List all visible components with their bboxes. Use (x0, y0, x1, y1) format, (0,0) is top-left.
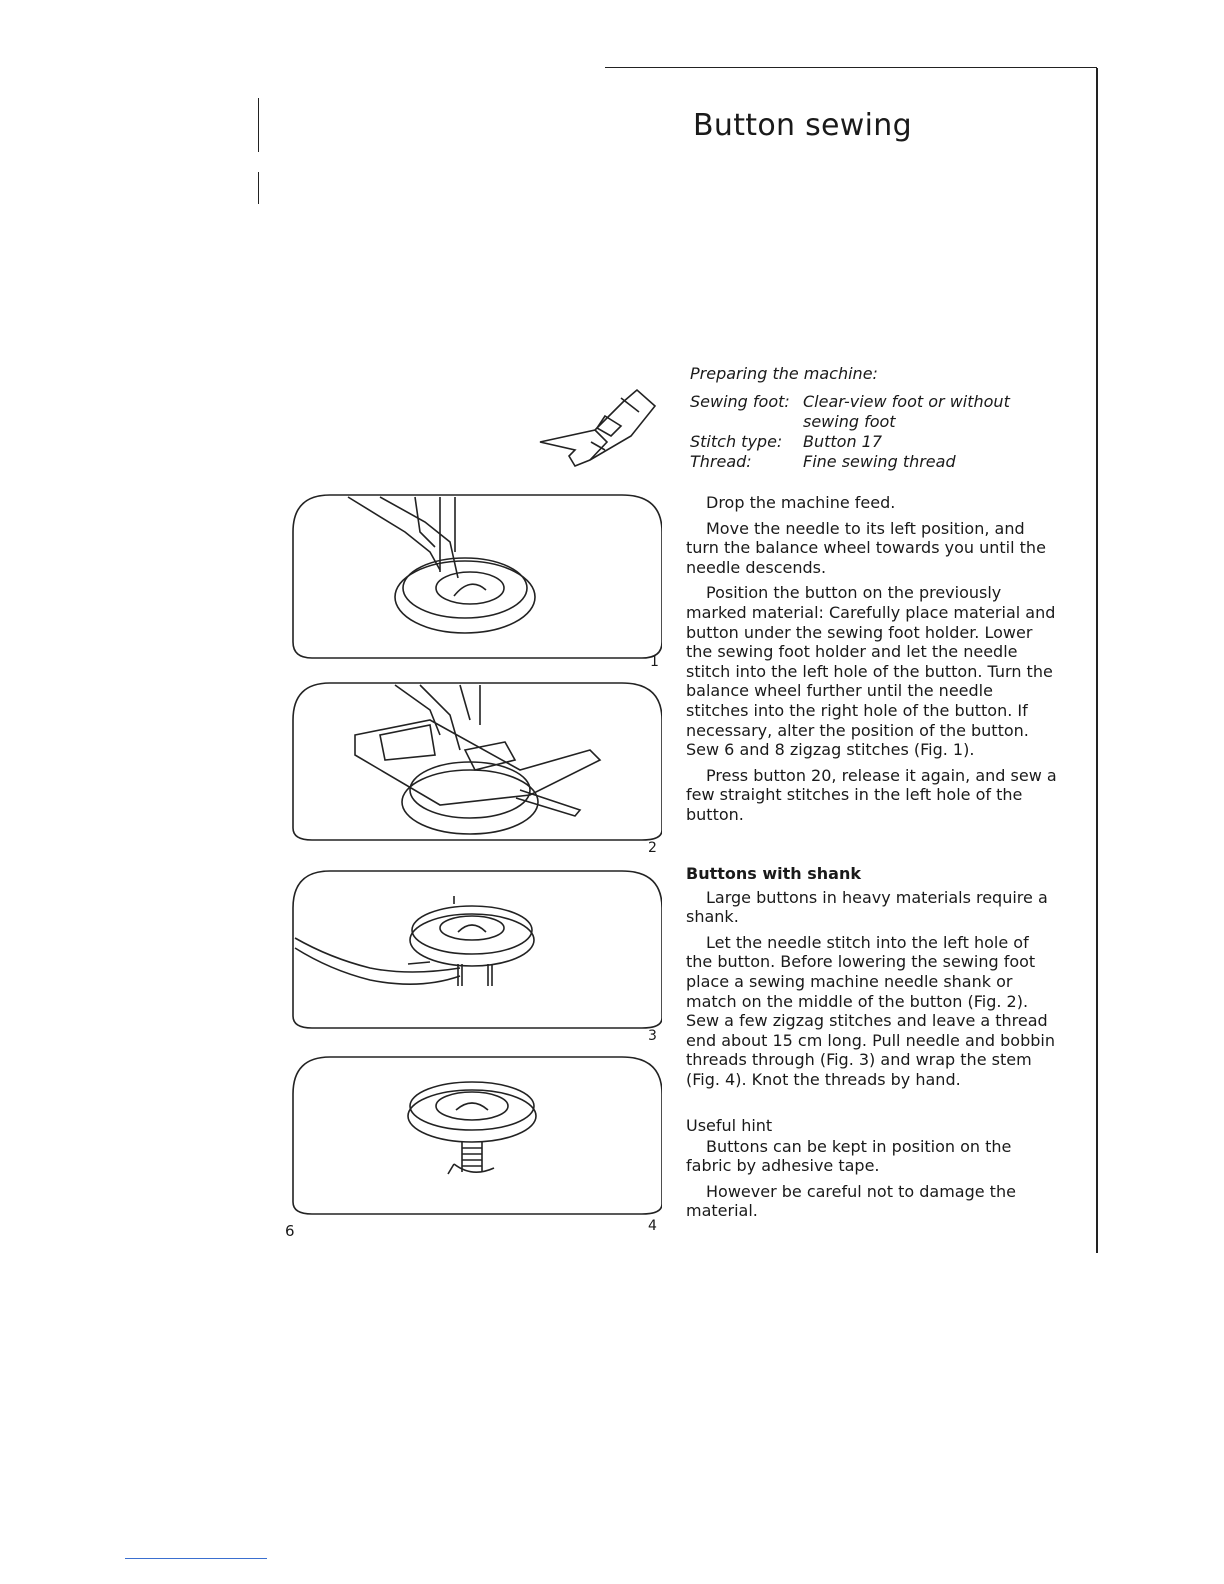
paragraph: Large buttons in heavy materials require a shank. (686, 887, 1048, 927)
prep-row-thread (690, 452, 1070, 472)
paragraph: Let the needle stitch into the left hole of the button. Before lowering the sewing foot place a sewing machine needle shank or match on the middle of the button (Fig. 2). Sew a few zigzag stitches and leave a thread end about 15 cm long. Pull needle and bobbin threads through (Fig. 3) and wrap the stem (Fig. 4). Knot the threads by hand. (686, 932, 1055, 1089)
frame-right-line (1096, 68, 1098, 1253)
prep-value: Button 17 (803, 432, 883, 451)
section-heading: Buttons with shank (686, 864, 861, 883)
bottom-rule (125, 1558, 267, 1559)
prep-label: Thread: (690, 452, 752, 471)
paragraph: Move the needle to its left position, and turn the balance wheel towards you until the needle descends. (686, 518, 1046, 577)
prep-label: Sewing foot: (690, 392, 790, 411)
shank-section (686, 864, 1058, 1096)
paragraph: However be careful not to damage the material. (686, 1181, 1016, 1221)
preparing-heading: Preparing the machine: (690, 364, 878, 383)
instructions-text (686, 493, 1058, 831)
frame-top-line (605, 67, 1097, 68)
figure-4 (290, 1054, 662, 1234)
figure-number: 4 (648, 1218, 657, 1234)
prep-value: Clear-view foot or without sewing foot (803, 392, 1010, 431)
prep-row-sewing-foot (690, 392, 1070, 432)
page-number: 6 (285, 1222, 295, 1240)
prep-label: Stitch type: (690, 432, 783, 451)
figure-3 (290, 868, 662, 1044)
frame-left-mark (258, 98, 259, 152)
figure-number: 1 (650, 654, 659, 670)
sewing-foot-illustration (535, 380, 665, 470)
prep-value: Fine sewing thread (803, 452, 956, 471)
paragraph: Buttons can be kept in position on the fabric by adhesive tape. (686, 1136, 1012, 1176)
section-heading: Useful hint (686, 1116, 773, 1135)
figure-number: 3 (648, 1028, 657, 1044)
figure-1 (290, 492, 662, 670)
prep-row-stitch-type (690, 432, 1070, 452)
paragraph: Press button 20, release it again, and sew a few straight stitches in the left hole of the button. (686, 765, 1057, 824)
figure-2 (290, 680, 662, 856)
frame-left-mark-2 (258, 172, 259, 204)
page-title: Button sewing (693, 108, 912, 143)
figure-number: 2 (648, 840, 657, 856)
paragraph: Position the button on the previously marked material: Carefully place material and button under the sewing foot holder. Lower the sewing foot holder and let the needle stitch into the left hole of the button. Turn the balance wheel further until the needle stitches into the right hole of the button. If necessary, alter the position of the button. Sew 6 and 8 zigzag stitches (Fig. 1). (686, 583, 1056, 760)
preparing-block (690, 364, 1070, 472)
hint-section (686, 1116, 1058, 1227)
paragraph: Drop the machine feed. (706, 493, 896, 512)
